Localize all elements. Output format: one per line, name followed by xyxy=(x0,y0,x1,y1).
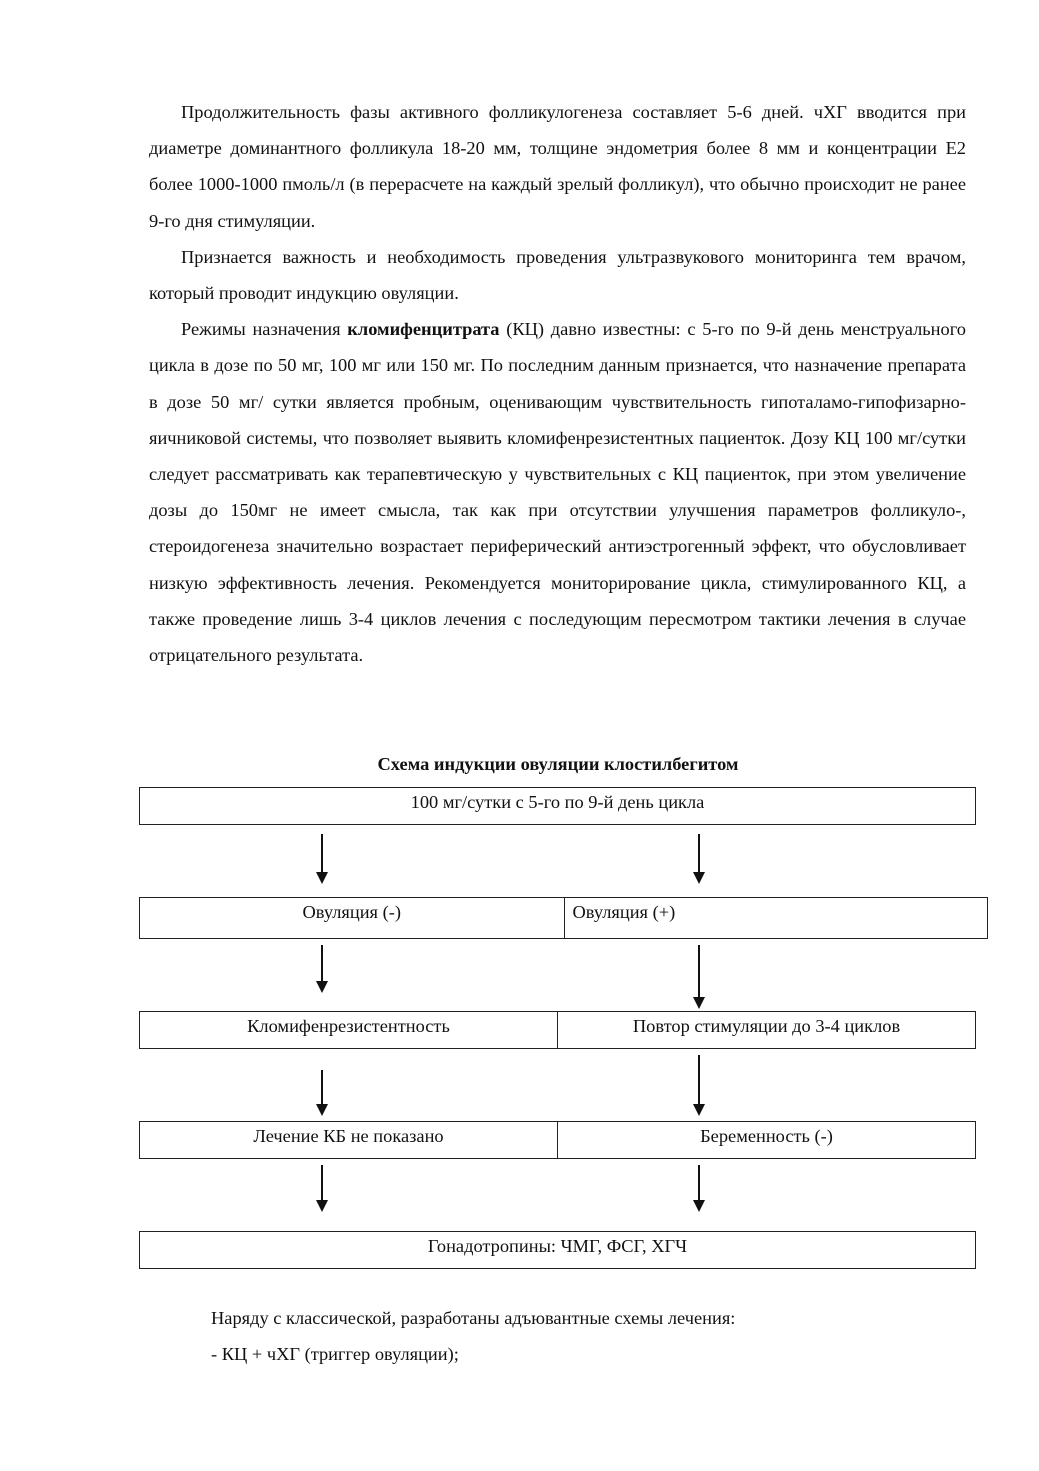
adjuvant-schemes xyxy=(211,1300,971,1372)
arrow-down-icon xyxy=(692,945,706,1011)
arrow-down-icon xyxy=(315,1165,329,1215)
scheme-box-dose xyxy=(139,787,976,825)
clomiphene-term: кломифенцитрата xyxy=(347,319,500,340)
adjuvant-intro: Наряду с классической, разработаны адъювантные схемы лечения: xyxy=(211,1308,736,1328)
ovulation-negative: Овуляция (-) xyxy=(140,898,565,938)
arrow-down-icon xyxy=(692,1165,706,1215)
scheme-box-outcome xyxy=(139,1121,976,1159)
arrow-down-icon xyxy=(315,945,329,995)
arrow-down-icon xyxy=(315,834,329,884)
regimens-text: (КЦ) давно известны: с 5-го по 9-й день менструального цикла в дозе по 50 мг, 100 мг или 150 мг. По последним данным признается, что назначение препарата в дозе 50 мг/ сутки является пробным, оценивающим чувствительность гипоталамо-гипофизарно-яичниковой системы, что позволяет выявить кломифенрезистентных пациенток. Дозу КЦ 100 мг/сутки следует рассматривать как терапевтическую у чувствительных с КЦ пациенток, при этом увеличение дозы до 150мг не имеет смысла, так как при отсутствии улучшения параметров фолликуло-, стероидогенеза значительно возрастает периферический антиэстрогенный эффект, что обусловливает низкую эффективность лечения. Рекомендуется мониторирование цикла, стимулированного КЦ, а также проведение лишь 3-4 циклов лечения с последующим пересмотром тактики лечения в случае отрицательного результата. xyxy=(149,319,966,666)
pregnancy-negative: Беременность (-) xyxy=(700,1126,833,1146)
clomiphene-resistance: Кломифенрезистентность xyxy=(140,1012,558,1048)
paragraph-follicle-phase: Продолжительность фазы активного фолликулогенеза составляет 5-6 дней. чХГ вводится при диаметре доминантного фолликула 18-20 мм, толщине эндометрия более 8 мм и концентрации Е2 более 1000-1000 пмоль/л (в перерасчете на каждый зрелый фолликул), что обычно происходит не ранее 9-го дня стимуляции. xyxy=(149,102,966,231)
regimens-lead: Режимы назначения xyxy=(181,319,348,340)
scheme-box-gonadotropins xyxy=(139,1231,976,1269)
gonadotropins-label: Гонадотропины: ЧМГ, ФСГ, ХГЧ xyxy=(427,1236,688,1256)
paragraph-clomiphene-regimens xyxy=(149,311,966,673)
body-text xyxy=(149,94,966,673)
scheme-title: Схема индукции овуляции клостилбегитом xyxy=(377,754,739,774)
dose-label: 100 мг/сутки с 5-го по 9-й день цикла xyxy=(410,792,705,812)
adjuvant-item: - КЦ + чХГ (триггер овуляции); xyxy=(211,1344,459,1364)
ovulation-positive: Овуляция (+) xyxy=(572,902,676,922)
paragraph-ultrasound-monitoring: Признается важность и необходимость проведения ультразвукового мониторинга тем врачом, который проводит индукцию овуляции. xyxy=(149,246,966,304)
arrow-down-icon xyxy=(692,1055,706,1121)
scheme-box-resistance xyxy=(139,1011,976,1049)
arrow-down-icon xyxy=(315,1070,329,1120)
arrow-down-icon xyxy=(692,834,706,884)
scheme-box-ovulation xyxy=(139,897,988,939)
repeat-stimulation: Повтор стимуляции до 3-4 циклов xyxy=(632,1016,901,1036)
treatment-not-indicated: Лечение КБ не показано xyxy=(140,1122,558,1158)
